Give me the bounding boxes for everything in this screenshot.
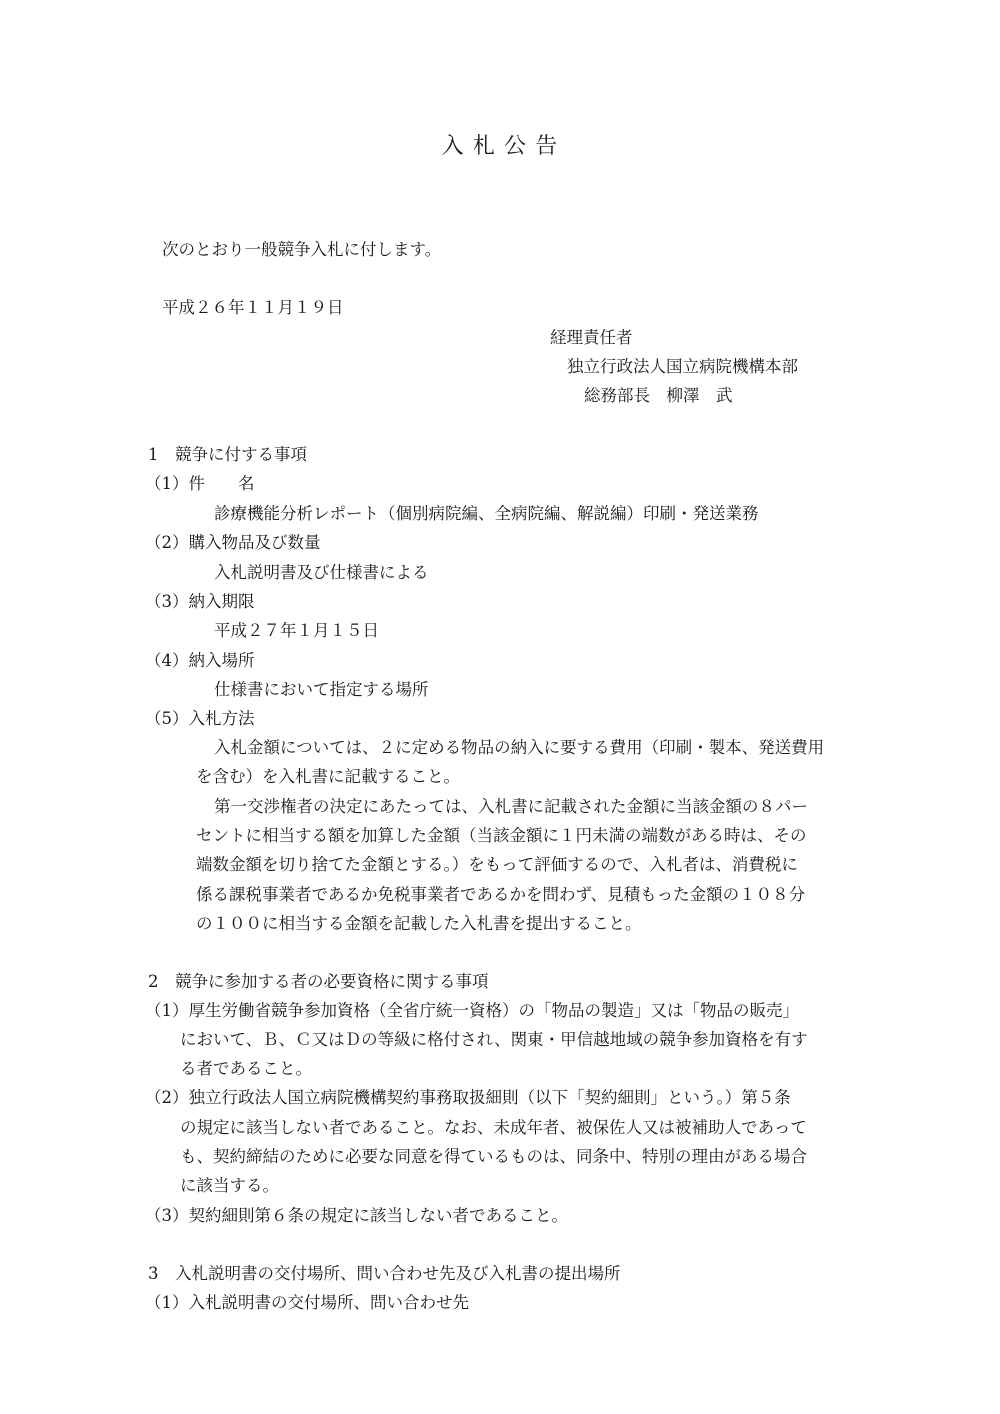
section2-heading: 2 競争に参加する者の必要資格に関する事項: [148, 972, 489, 991]
s2-item2-line4: に該当する。: [180, 1176, 279, 1195]
s2-item2-line1: （2）独立行政法人国立病院機構契約事務取扱細則（以下「契約細則」という。）第５条: [145, 1088, 791, 1107]
signer-name: 総務部長 柳澤 武: [584, 386, 733, 405]
s1-item4-label: （4）納入場所: [145, 651, 255, 670]
s1-item5-label: （5）入札方法: [145, 709, 255, 728]
s1-item5-p1-line2: を含む）を入札書に記載すること。: [196, 767, 460, 786]
s1-item1-value: 診療機能分析レポート（個別病院編、全病院編、解説編）印刷・発送業務: [214, 504, 759, 523]
s2-item1-line3: る者であること。: [180, 1059, 312, 1078]
section3-heading: 3 入札説明書の交付場所、問い合わせ先及び入札書の提出場所: [148, 1264, 621, 1283]
s2-item2-line3: も、契約締結のために必要な同意を得ているものは、同条中、特別の理由がある場合: [180, 1147, 807, 1166]
s1-item5-p1-line1: 入札金額については、２に定める物品の納入に要する費用（印刷・製本、発送費用: [214, 738, 825, 757]
notice-date: 平成２６年１１月１９日: [162, 298, 344, 317]
s1-item5-p2-line2: セントに相当する額を加算した金額（当該金額に１円未満の端数がある時は、その: [196, 826, 807, 845]
s1-item5-p2-line5: の１００に相当する金額を記載した入札書を提出すること。: [196, 914, 642, 933]
s2-item3: （3）契約細則第６条の規定に該当しない者であること。: [145, 1206, 568, 1225]
intro-text: 次のとおり一般競争入札に付します。: [162, 240, 442, 259]
s3-item1-label: （1）入札説明書の交付場所、問い合わせ先: [145, 1293, 469, 1312]
s2-item1-line2: において、Ｂ、Ｃ又はＤの等級に格付され、関東・甲信越地域の競争参加資格を有す: [180, 1030, 808, 1049]
s1-item1-label: （1）件 名: [145, 474, 255, 493]
s1-item5-p2-line4: 係る課税事業者であるか免税事業者であるかを問わず、見積もった金額の１０８分: [196, 885, 806, 904]
s2-item2-line2: の規定に該当しない者であること。なお、未成年者、被保佐人又は被補助人であって: [180, 1118, 807, 1137]
s1-item3-label: （3）納入期限: [145, 592, 255, 611]
s1-item5-p2-line3: 端数金額を切り捨てた金額とする。）をもって評価するので、入札者は、消費税に: [196, 855, 798, 874]
s1-item3-value: 平成２７年１月１５日: [214, 621, 379, 640]
signer-role: 経理責任者: [550, 328, 633, 347]
s2-item1-line1: （1）厚生労働省競争参加資格（全省庁統一資格）の「物品の製造」又は「物品の販売」: [145, 1001, 799, 1020]
s1-item2-label: （2）購入物品及び数量: [145, 533, 321, 552]
section1-heading: 1 競争に付する事項: [148, 445, 307, 464]
s1-item2-value: 入札説明書及び仕様書による: [214, 563, 429, 582]
s1-item4-value: 仕様書において指定する場所: [214, 680, 429, 699]
s1-item5-p2-line1: 第一交渉権者の決定にあたっては、入札書に記載された金額に当該金額の８パー: [214, 797, 808, 816]
signer-organization: 独立行政法人国立病院機構本部: [567, 357, 798, 376]
page-title: 入 札 公 告: [441, 134, 559, 159]
